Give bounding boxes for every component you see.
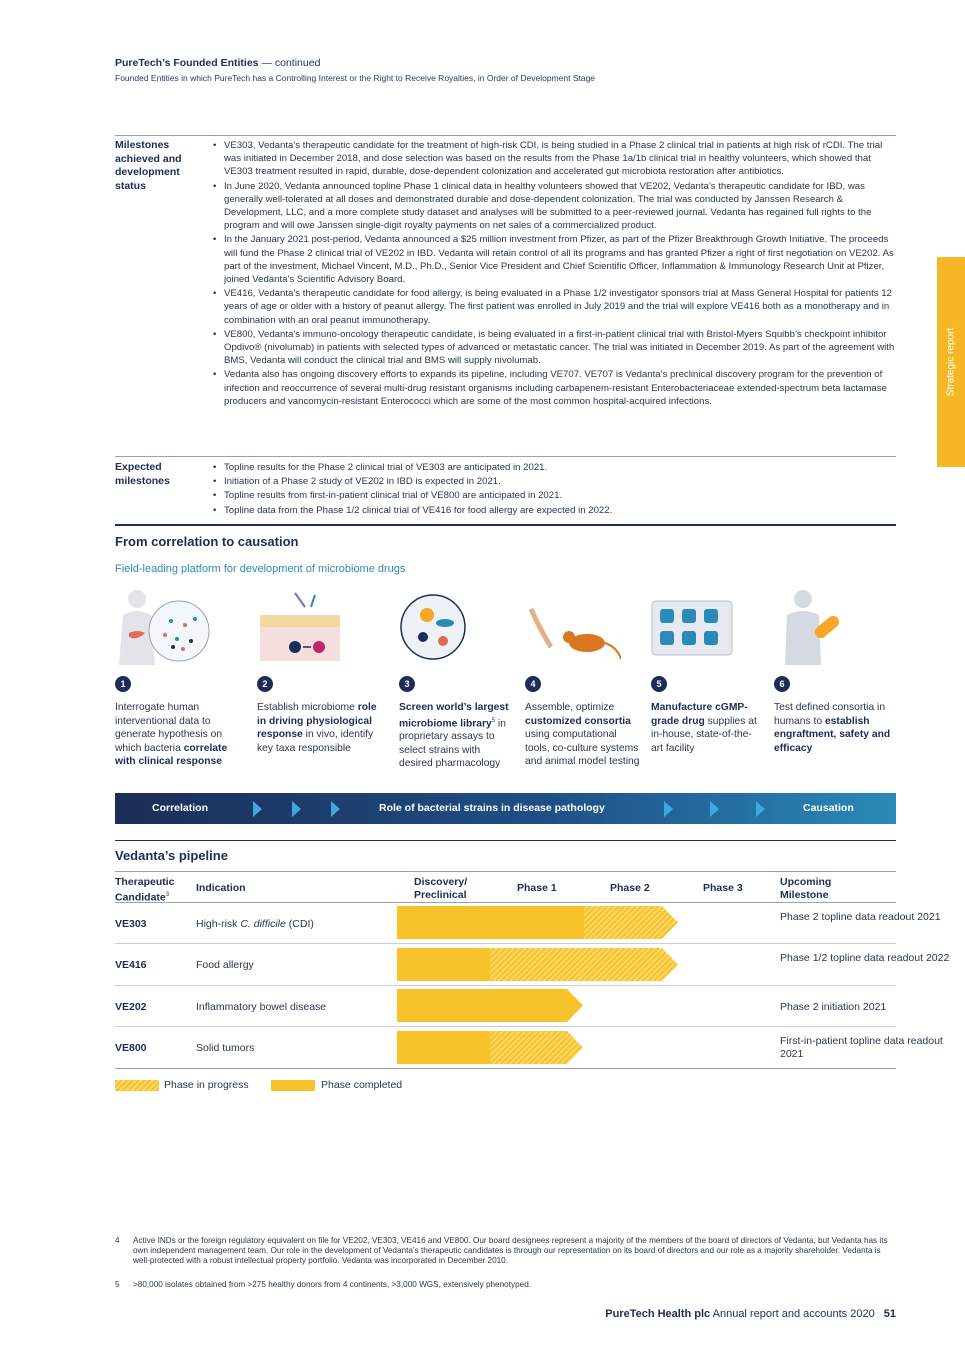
footnote-5 [115,1280,896,1292]
page-header-subtitle: Founded Entities in which PureTech has a Controlling Interest or the Right to Receive Royalties, in Order of Development Stage [115,73,596,83]
milestone-ve800: First-in-patient topline data readout 2021 [780,1035,943,1060]
chevron-right-icon [664,801,673,817]
legend-swatch-in-progress [115,1080,159,1091]
list-item: • In June 2020, Vedanta announced topline Phase 1 clinical data in healthy volunteers showed that VE202, Vedanta’s therapeutic candidate for IBD, was generally well-tolerated at all doses and demonstrated durable and dose-dependent colonization. The trial was conducted by Janssen Research & Development, LLC, and a more complete study dataset and analyses will be submitted to a peer-reviewed journal. Vedanta has regained full rights to the program and will owe Janssen single-digit royalty payments on net sales of a commercialized product. [213,180,896,233]
microbiome-library-icon [395,585,495,667]
header-discovery-preclinical: Discovery/ Preclinical [414,876,468,901]
band-label-correlation: Correlation [152,802,209,814]
pipeline-bottom-rule [115,1068,896,1069]
bar-in-progress [490,1031,583,1064]
indication-ve303 [196,918,314,930]
milestone-ve202: Phase 2 initiation 2021 [780,1001,887,1013]
list-item: • Topline data from the Phase 1/2 clinical trial of VE416 for food allergy are expected in 2022. [213,504,896,517]
row-divider [115,943,896,944]
band-label-causation: Causation [803,802,854,814]
table-bottom-rule [115,524,896,526]
chevron-right-icon [756,801,765,817]
pipeline-header-bottom-rule [115,902,896,903]
step-text-sup: 5 [491,717,496,724]
human-gut-icon [115,585,215,667]
step-number-2: 2 [257,676,273,692]
step-text-post: supplies at in-house, state-of-the-art facility [651,715,757,754]
list-item: • VE800, Vedanta’s immuno-oncology therapeutic candidate, is being evaluated in a first-in-patient clinical trial with Bristol-Myers Squibb’s checkpoint inhibitor Opdivo® (nivolumab) in patients with selected types of advanced or metastatic cancer. The trial was initiated in December 2019. As part of the agreement with BMS, Vedanta will conduct the clinical trial and BMS will supply nivolumab. [213,328,896,368]
row-divider [115,1026,896,1027]
bar-completed [397,906,584,939]
footnote-number: 4 [115,1236,120,1245]
footnote-4 [115,1236,896,1278]
patient-capsule-icon [773,585,873,667]
step-text-2 [257,701,385,755]
page-footer [605,1308,896,1320]
candidate-ve202: VE202 [115,1001,147,1013]
page-number: 51 [883,1308,896,1320]
side-tab-label: Strategic report [945,327,957,397]
list-item: • Initiation of a Phase 2 study of VE202 in IBD is expected in 2021. [213,475,896,488]
step-text-3 [399,701,515,771]
legend-in-progress: Phase in progress [164,1079,249,1091]
step-text-6 [774,701,896,755]
step-text-bold: role in driving physiological response [257,702,377,740]
header-phase-1: Phase 1 [517,882,557,894]
step-text-post: in vivo, identify key taxa responsible [257,729,374,754]
candidate-ve416: VE416 [115,959,147,971]
list-item: • In the January 2021 post-period, Vedanta announced a $25 million investment from Pfizer, as part of the Pfizer Breakthrough Growth Initiative. The proceeds will fund the Phase 2 clinical trial of VE202 in IBD. Vedanta will retain control of all its programs and has granted Pfizer a right of first negotiation on VE202. As part of the investment, Michael Vincent, M.D., Ph.D., Senior Vice President and Chief Scientific Officer, Inflammation & Immunology Research Unit at Pfizer, joined Vedanta’s Scientific Advisory Board. [213,233,896,286]
indication-ve416: Food allergy [196,959,254,971]
correlation-causation-band [115,793,896,824]
step-text-4 [525,701,643,769]
bar-in-progress [584,906,678,939]
list-item: • Topline results from first-in-patient clinical trial of VE800 are anticipated in 2021. [213,489,896,502]
milestones-label: Milestones achieved and development status [115,139,182,192]
step-number-3: 3 [399,676,415,692]
header-candidate-text: Therapeutic Candidate [115,876,175,903]
expected-milestones-label: Expected milestones [115,461,170,487]
list-item: • Vedanta also has ongoing discovery efforts to expands its pipeline, including VE707. VE707 is Vedanta’s preclinical discovery program for the prevention of infection and reoccurrence of several multi-drug resistant organisms including carbapenem-resistant Enterobacteriaceae extended-spectrum beta lactamase producers and vancomycin-resistant Enterococci which are some of the most common hospital-acquired infections. [213,368,896,408]
animal-model-icon [521,585,621,667]
header-therapeutic-candidate [115,876,193,904]
header-indication: Indication [196,882,246,894]
step-text-pre: Test defined consortia in humans to [774,702,886,727]
step-number-4: 4 [525,676,541,692]
row-divider [115,985,896,986]
step-text-1 [115,701,245,769]
chevron-right-icon [253,801,262,817]
bar-completed [397,1031,490,1064]
section-side-tab[interactable] [937,257,965,467]
legend-swatch-completed [271,1080,315,1091]
step-number-5: 5 [651,676,667,692]
footnote-text: >80,000 isolates obtained from >275 healthy donors from 4 continents, >3,000 WGS, extensively phenotyped. [133,1280,532,1289]
pipeline-header-top-rule [115,871,896,872]
chevron-right-icon [710,801,719,817]
header-phase-3: Phase 3 [703,882,743,894]
header-candidate-sup: 3 [165,891,170,898]
list-item: • VE303, Vedanta’s therapeutic candidate for the treatment of high-risk CDI, is being studied in a Phase 2 clinical trial in patients at high risk of rCDI. The trial was initiated in December 2018, and dose selection was based on the results from the Phase 1a/1b clinical trial in healthy volunteers, which showed that VE303 treatment resulted in rapid, durable, dose-dependent colonization and accelerated gut microbiota restoration after antibiotics. [213,139,896,179]
bar-completed [397,948,490,981]
page-header-title [115,57,320,69]
indication-ve202: Inflammatory bowel disease [196,1001,327,1013]
step-text-bold: Screen world’s largest microbiome library [399,702,509,729]
indication-italic: C. difficile [240,918,286,930]
candidate-ve303: VE303 [115,918,147,930]
table-top-rule [115,135,896,136]
intestinal-tissue-icon [255,585,355,667]
step-number-1: 1 [115,676,131,692]
expected-milestones-list [213,461,896,518]
step-text-bold: establish engraftment, safety and efficacy [774,715,891,754]
bar-in-progress [490,948,678,981]
step-text-post: in proprietary assays to select strains with desired pharmacology [399,717,506,770]
step-text-pre: Establish microbiome [257,702,358,713]
pipeline-bar-ve202 [397,989,587,1022]
correlation-title: From correlation to causation [115,534,299,549]
footer-report: Annual report and accounts 2020 [712,1308,875,1320]
capsule-blister-pack-icon [648,585,748,667]
step-number-6: 6 [774,676,790,692]
pipeline-top-rule [115,840,896,841]
indication-suffix: (CDI) [285,918,314,930]
chevron-right-icon [331,801,340,817]
header-title-suffix: — continued [258,57,321,69]
milestone-ve416: Phase 1/2 topline data readout 2022 [780,952,950,964]
chevron-right-icon [292,801,301,817]
step-text-5 [651,701,763,755]
step-text-pre: Interrogate human interventional data to generate hypothesis on which bacteria [115,702,223,754]
header-phase-2: Phase 2 [610,882,650,894]
step-text-post: using computational tools, co-culture systems and animal model testing [525,729,640,767]
step-text-bold: customized consortia [525,715,631,727]
pipeline-bar-ve800 [397,1031,587,1064]
footnote-number: 5 [115,1280,120,1289]
header-upcoming-milestone: Upcoming Milestone [780,876,832,901]
milestones-list [213,139,896,409]
milestone-ve303: Phase 2 topline data readout 2021 [780,911,941,923]
bar-completed [397,989,583,1022]
indication-ve800: Solid tumors [196,1042,255,1054]
legend-completed: Phase completed [321,1079,403,1091]
step-text-pre: Assemble, optimize [525,702,615,713]
list-item: • VE416, Vedanta’s therapeutic candidate for food allergy, is being evaluated in a Phase 1/2 investigator sponsors trial at Mass General Hospital for patients 12 years of age or older with a history of peanut allergy. The first patient was enrolled in July 2019 and the trial will explore VE416 both as a monotherapy and in combination with an oral peanut immunotherapy. [213,287,896,327]
step-text-bold: Manufacture cGMP-grade drug [651,702,748,727]
step-text-bold: correlate with clinical response [115,742,228,767]
pipeline-title: Vedanta’s pipeline [115,848,228,863]
candidate-ve800: VE800 [115,1042,147,1054]
indication-text: High-risk [196,918,241,930]
footnote-text: Active INDs or the foreign regulatory equivalent on file for VE202, VE303, VE416 and VE800. Our board designees represent a majority of the members of the board of directors of Vedanta, but Vedanta has its own independent management team. Our role in the development of Vedanta’s therapeutic candidates is through our representation on its board of directors and our role as a majority shareholder. Vedanta is well-protected with a robust intellectual property portfolio. Vedanta was incorporated in December 2010. [133,1236,888,1265]
band-label-middle: Role of bacterial strains in disease pathology [379,802,605,814]
table-mid-rule [115,456,896,457]
pipeline-bar-ve416 [397,948,679,981]
footer-company: PureTech Health plc [605,1308,711,1320]
list-item: • Topline results for the Phase 2 clinical trial of VE303 are anticipated in 2021. [213,461,896,474]
header-title-text: PureTech’s Founded Entities [115,57,259,69]
correlation-subtitle: Field-leading platform for development of microbiome drugs [115,563,406,575]
pipeline-bar-ve303 [397,906,679,939]
